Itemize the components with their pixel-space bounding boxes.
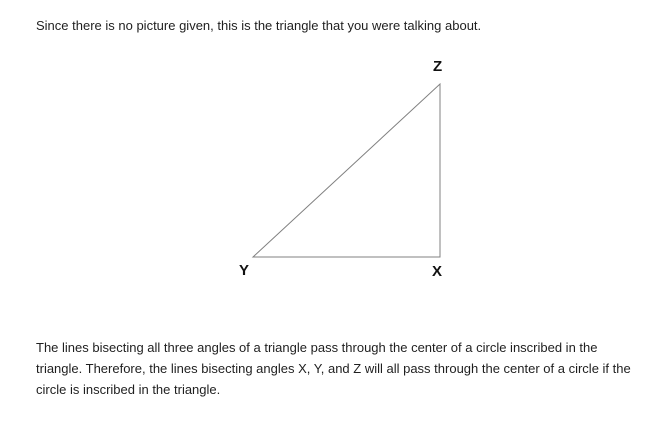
explanation-line: circle is inscribed in the triangle. xyxy=(36,382,221,397)
triangle-diagram-svg xyxy=(245,75,450,267)
explanation-line: The lines bisecting all three angles of a triangle pass through the center of a circle inscribed in the xyxy=(36,340,598,355)
intro-text: Since there is no picture given, this is the triangle that you were talking about. xyxy=(36,18,482,33)
vertex-label-y: Y xyxy=(239,262,250,279)
vertex-label-x: X xyxy=(432,263,443,280)
vertex-label-z: Z xyxy=(433,58,443,75)
explanation-text xyxy=(36,337,631,400)
triangle-shape xyxy=(253,84,440,257)
explanation-line: triangle. Therefore, the lines bisecting angles X, Y, and Z will all pass through the center of a circle if the xyxy=(36,361,631,376)
